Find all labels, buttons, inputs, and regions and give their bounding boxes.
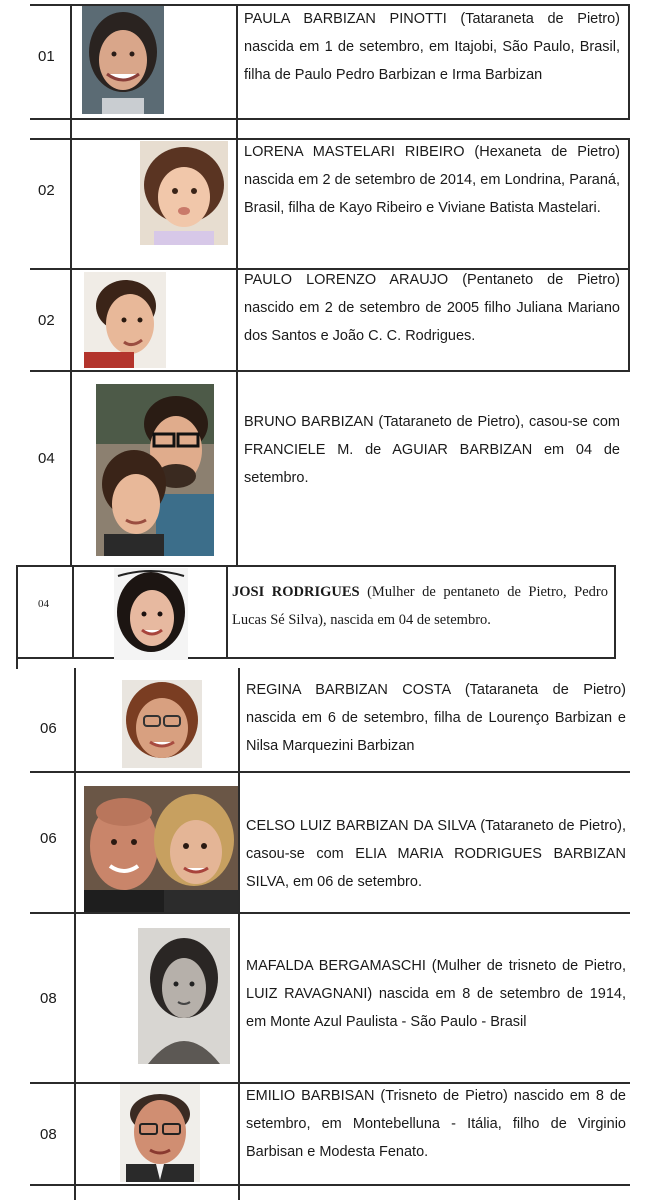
table-rule <box>70 4 72 370</box>
portrait-child-girl-icon <box>140 141 228 245</box>
portrait-vintage-woman-icon <box>138 928 230 1064</box>
table-rule <box>16 565 616 567</box>
entry-name: JOSI RODRIGUES <box>232 584 360 600</box>
table-rule <box>30 771 630 773</box>
day-number: 06 <box>40 830 57 847</box>
day-number: 08 <box>40 1126 57 1143</box>
entry-description: MAFALDA BERGAMASCHI (Mulher de trisneto de Pietro, LUIZ RAVAGNANI) nascida em 8 de setembro de 1914, em Monte Azul Paulista - São Paulo - Brasil <box>246 958 626 1030</box>
portrait-couple-icon <box>84 786 238 912</box>
day-number: 02 <box>38 312 55 329</box>
portrait-man-glasses-icon <box>120 1084 200 1182</box>
entry-description: BRUNO BARBIZAN (Tataraneto de Pietro), casou-se com FRANCIELE M. de AGUIAR BARBIZAN em 04 de setembro. <box>244 414 620 486</box>
entry-description: LORENA MASTELARI RIBEIRO (Hexaneta de Pietro) nascida em 2 de setembro de 2014, em Londrina, Paraná, Brasil, filha de Kayo Ribeiro e Viviane Batista Mastelari. <box>244 144 620 216</box>
table-rule <box>614 565 616 657</box>
entry-description: PAULO LORENZO ARAUJO (Pentaneto de Pietro) nascido em 2 de setembro de 2005 filho Juliana Mariano dos Santos e João C. C. Rodrigues. <box>244 272 620 344</box>
entry-detail: (Mulher de pentaneto de Pietro, Pedro Lucas Sé Silva), nascida em 04 de setembro. <box>232 584 608 628</box>
table-rule <box>628 138 630 370</box>
day-number: 02 <box>38 182 55 199</box>
portrait-boy-icon <box>84 272 166 368</box>
portrait-couple-icon <box>96 384 214 556</box>
day-number: 04 <box>38 450 55 467</box>
table-rule <box>238 668 240 1200</box>
day-number: 06 <box>40 720 57 737</box>
table-rule <box>74 668 76 1200</box>
table-rule <box>236 4 238 370</box>
table-rule <box>226 565 228 657</box>
portrait-woman-icon <box>82 6 164 114</box>
table-rule <box>30 1184 630 1186</box>
day-number: 01 <box>38 48 55 65</box>
table-rule <box>30 370 630 372</box>
table-rule <box>72 565 74 657</box>
entry-description: EMILIO BARBISAN (Trisneto de Pietro) nascido em 8 de setembro, em Montebelluna - Itália, filho de Virginio Barbisan e Modesta Fenato. <box>246 1088 626 1160</box>
table-rule <box>16 657 616 659</box>
entry-description <box>232 578 608 634</box>
entry-description: CELSO LUIZ BARBIZAN DA SILVA (Tataraneto de Pietro), casou-se com ELIA MARIA RODRIGUES BARBIZAN SILVA, em 06 de setembro. <box>246 818 626 890</box>
portrait-woman-icon <box>114 568 188 660</box>
table-rule <box>70 370 72 565</box>
day-number: 04 <box>38 598 49 610</box>
table-rule <box>30 912 630 914</box>
entry-description: PAULA BARBIZAN PINOTTI (Tataraneta de Pietro) nascida em 1 de setembro, em Itajobi, São Paulo, Brasil, filha de Paulo Pedro Barbizan e Irma Barbizan <box>244 11 620 83</box>
table-rule <box>628 4 630 118</box>
table-rule <box>30 118 630 120</box>
entry-description: REGINA BARBIZAN COSTA (Tataraneta de Pietro) nascida em 6 de setembro, filha de Lourenço Barbizan e Nilsa Marquezini Barbizan <box>246 682 626 754</box>
day-number: 08 <box>40 990 57 1007</box>
table-rule <box>236 370 238 565</box>
portrait-woman-glasses-icon <box>122 680 202 768</box>
table-rule <box>16 565 18 669</box>
